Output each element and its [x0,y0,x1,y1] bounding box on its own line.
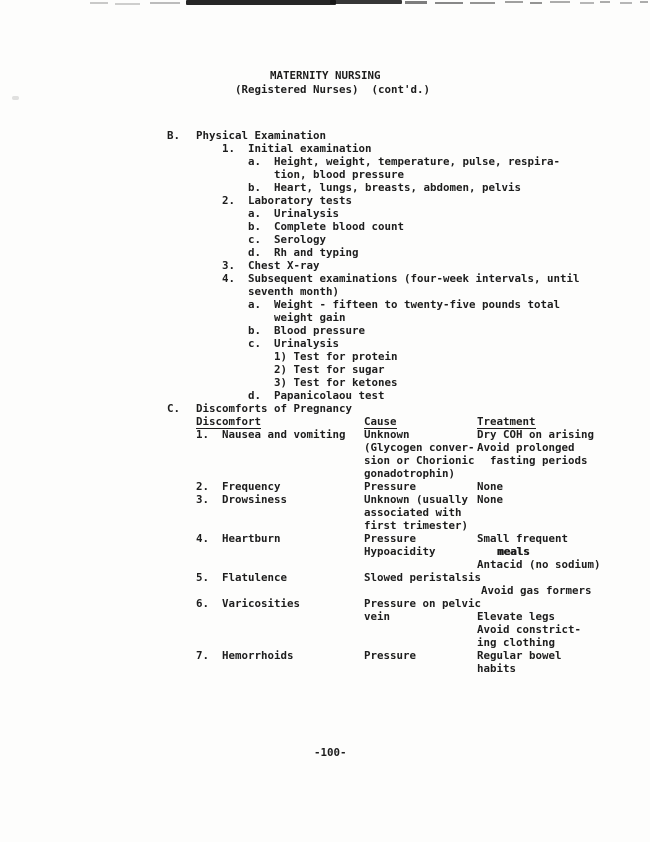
text-fragment: weight gain [274,311,346,324]
text-fragment: 1. [222,142,236,155]
text-fragment: 2. [196,480,210,493]
text-fragment: Slowed peristalsis [364,571,482,584]
text-fragment: tion, blood pressure [274,168,405,181]
scan-artifact [405,1,427,4]
text-fragment: 2) Test for sugar [274,363,385,376]
text-fragment: (Glycogen conver- [364,441,475,454]
text-fragment: 5. [196,571,210,584]
text-fragment: Avoid gas formers [481,584,592,597]
text-fragment: c. [248,233,262,246]
text-fragment: 3) Test for ketones [274,376,398,389]
text-fragment: b. [248,181,262,194]
text-fragment: Hypoacidity [364,545,436,558]
text-fragment: Papanicolaou test [274,389,385,402]
text-fragment: 1. [196,428,210,441]
scan-artifact [640,1,648,3]
text-fragment: Regular bowel [477,649,562,662]
text-fragment: Varicosities [222,597,301,610]
text-fragment: a. [248,298,262,311]
text-fragment: Blood pressure [274,324,366,337]
text-fragment: gonadotrophin) [364,467,456,480]
text-fragment: 6. [196,597,210,610]
page-number: -100- [314,746,347,759]
text-fragment: Avoid prolonged [477,441,575,454]
text-fragment: Flatulence [222,571,288,584]
text-fragment: Pressure on pelvic [364,597,482,610]
text-fragment: Dry COH on arising [477,428,595,441]
text-fragment: Urinalysis [274,207,340,220]
text-fragment: Frequency [222,480,281,493]
text-fragment: Pressure [364,480,417,493]
text-fragment: None [477,493,504,506]
text-fragment: habits [477,662,517,675]
text-fragment: Weight - fifteen to twenty-five pounds total [274,298,561,311]
text-fragment: Initial examination [248,142,372,155]
text-fragment: Unknown [364,428,410,441]
text-fragment: Physical Examination [196,129,327,142]
scan-artifact [550,1,570,3]
scan-artifact [505,1,523,3]
scan-artifact [330,0,402,4]
text-fragment: Elevate legs [477,610,556,623]
text-fragment: d. [248,389,262,402]
text-fragment: Urinalysis [274,337,340,350]
text-fragment: B. [167,129,181,142]
text-fragment: 4. [222,272,236,285]
document-title: MATERNITY NURSING [270,69,381,82]
scan-artifact [580,2,594,4]
scan-artifact [470,2,495,4]
text-fragment: 2. [222,194,236,207]
text-fragment: Chest X-ray [248,259,320,272]
text-fragment: Serology [274,233,327,246]
document-subtitle: (Registered Nurses) (cont'd.) [235,83,431,96]
text-fragment: 7. [196,649,210,662]
scan-artifact [115,3,140,5]
scan-artifact [150,2,180,4]
text-fragment: 3. [222,259,236,272]
text-fragment: Unknown (usually [364,493,469,506]
scan-artifact [435,2,463,4]
text-fragment: Drowsiness [222,493,288,506]
text-fragment: associated with [364,506,462,519]
text-fragment: Avoid constrict- [477,623,582,636]
text-fragment: meals [497,545,530,558]
text-fragment: Heartburn [222,532,281,545]
scan-artifact [530,2,542,4]
scan-artifact [620,2,632,4]
scan-artifact [12,96,19,100]
text-fragment: 4. [196,532,210,545]
text-fragment: fasting periods [490,454,588,467]
scan-artifact [90,2,108,4]
text-fragment: ing clothing [477,636,556,649]
text-fragment: Laboratory tests [248,194,353,207]
scan-artifact [186,0,336,5]
text-fragment: Discomforts of Pregnancy [196,402,353,415]
text-fragment: C. [167,402,181,415]
text-fragment: Height, weight, temperature, pulse, respira- [274,155,561,168]
text-fragment: Nausea and vomiting [222,428,346,441]
text-fragment: Pressure [364,649,417,662]
text-fragment: Hemorrhoids [222,649,294,662]
text-fragment: None [477,480,504,493]
text-fragment: seventh month) [248,285,340,298]
text-fragment: Antacid (no sodium) [477,558,601,571]
text-fragment: Discomfort [196,415,262,428]
text-fragment: Subsequent examinations (four-week intervals, until [248,272,580,285]
text-fragment: Complete blood count [274,220,405,233]
text-fragment: Treatment [477,415,536,428]
text-fragment: c. [248,337,262,350]
text-fragment: Cause [364,415,397,428]
text-fragment: vein [364,610,391,623]
text-fragment: b. [248,220,262,233]
text-fragment: 1) Test for protein [274,350,398,363]
text-fragment: Pressure [364,532,417,545]
text-fragment: 3. [196,493,210,506]
text-fragment: Small frequent [477,532,569,545]
text-fragment: Heart, lungs, breasts, abdomen, pelvis [274,181,522,194]
text-fragment: a. [248,207,262,220]
text-fragment: Rh and typing [274,246,359,259]
scan-artifact [600,1,610,3]
text-fragment: d. [248,246,262,259]
text-fragment: b. [248,324,262,337]
text-fragment: first trimester) [364,519,469,532]
text-fragment: sion or Chorionic [364,454,475,467]
text-fragment: a. [248,155,262,168]
